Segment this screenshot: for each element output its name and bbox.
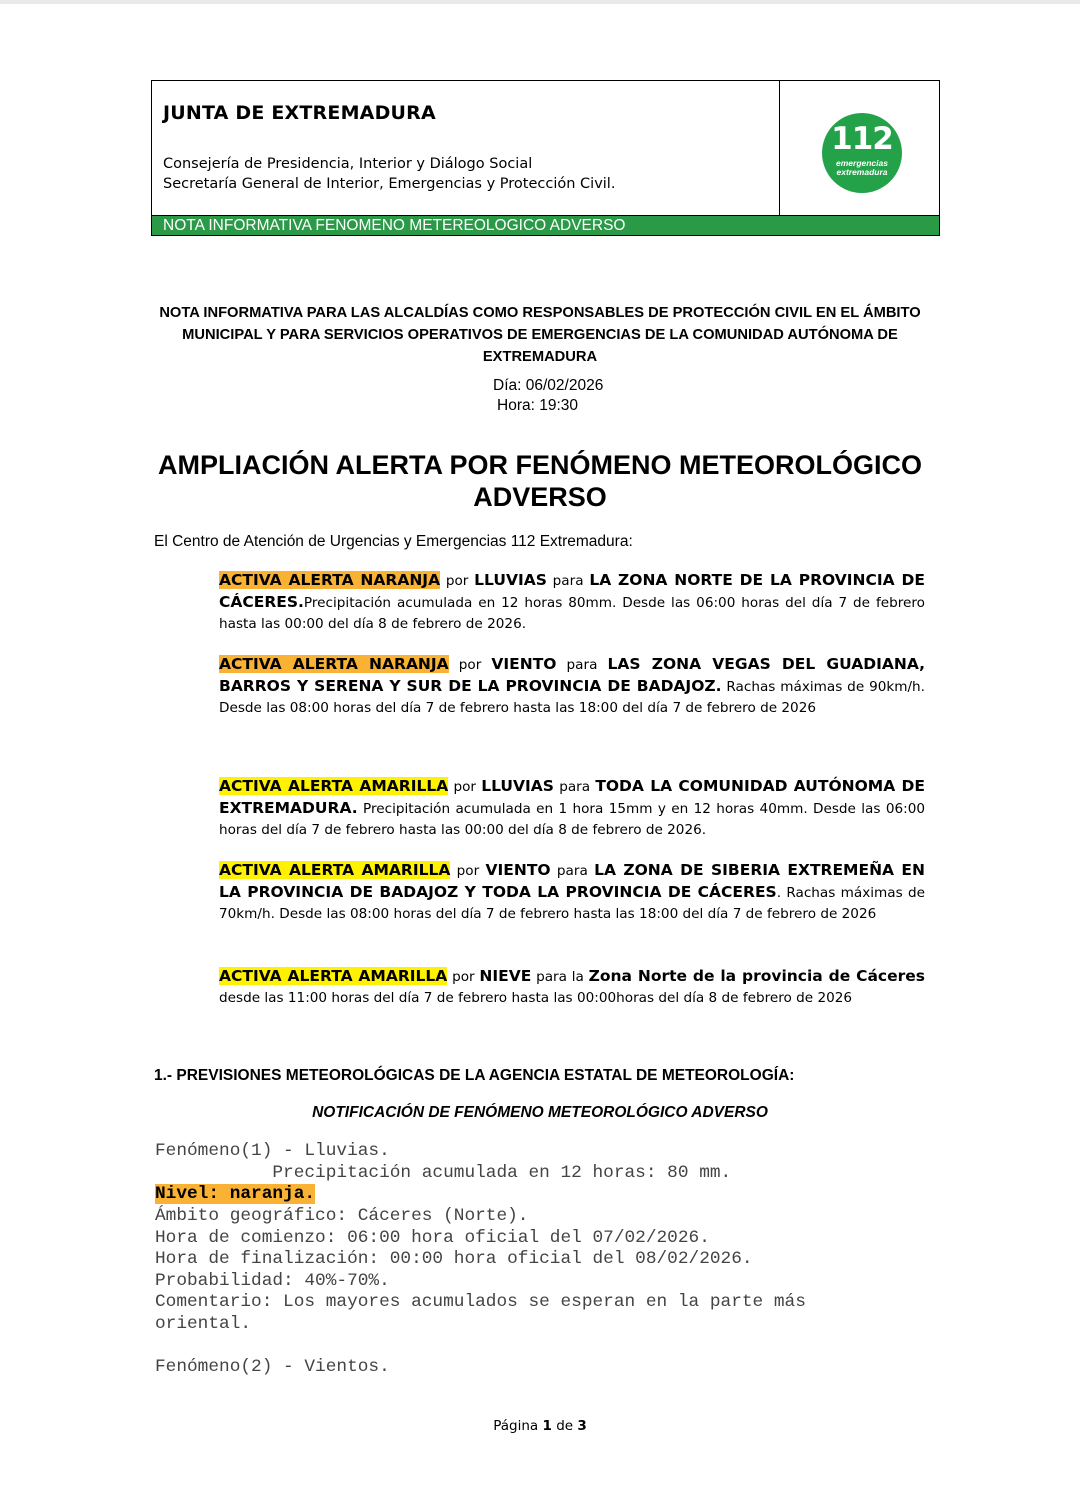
- notification-title: NOTIFICACIÓN DE FENÓMENO METEOROLÓGICO ADVERSO: [312, 1104, 768, 1121]
- alert-cause: VIENTO: [485, 861, 551, 879]
- forecast-comment-cont: oriental.: [155, 1314, 252, 1334]
- forecast-precipitation: Precipitación acumulada en 12 horas: 80 mm.: [155, 1163, 732, 1183]
- forecast-area: Ámbito geográfico: Cáceres (Norte).: [155, 1206, 529, 1226]
- forecast-level: Nivel: naranja.: [155, 1184, 316, 1204]
- forecast-end: Hora de finalización: 00:00 hora oficial del 08/02/2026.: [155, 1249, 753, 1269]
- alert-level: ACTIVA ALERTA NARANJA: [219, 655, 449, 673]
- forecast-level-line: [155, 1184, 315, 1205]
- alert-por: por: [450, 863, 486, 879]
- alert-por: por: [448, 779, 482, 795]
- alert-detail: Precipitación acumulada en 12 horas 80mm. Desde las 06:00 horas del día 7 de febrero hasta las 00:00 del día 8 de febrero de 2026.: [219, 595, 925, 632]
- alert-detail: Rachas máximas de 90km/h. Desde las 08:00 horas del día 7 de febrero hasta las 18:00 del día 7 de febrero de 2026: [219, 679, 925, 716]
- forecast-probability: Probabilidad: 40%-70%.: [155, 1271, 390, 1291]
- logo-line-2: extremadura: [836, 167, 888, 177]
- lead-paragraph: El Centro de Atención de Urgencias y Emergencias 112 Extremadura:: [154, 533, 633, 550]
- alert-para: para: [556, 657, 608, 673]
- alert-detail: Precipitación acumulada en 1 hora 15mm y en 12 horas 40mm. Desde las 06:00 horas del día 7 de febrero hasta las 00:00 del día 8 de febrero de 2026.: [219, 801, 925, 838]
- page-title: AMPLIACIÓN ALERTA POR FENÓMENO METEOROLÓGICO ADVERSO: [158, 450, 922, 512]
- alert-item: [219, 776, 925, 841]
- alert-item: [219, 860, 925, 925]
- alert-cause: LLUVIAS: [474, 571, 547, 589]
- alert-por: por: [440, 573, 475, 589]
- alert-para: para: [546, 573, 590, 589]
- org-name: JUNTA DE EXTREMADURA: [163, 102, 436, 124]
- alert-para: para: [553, 779, 596, 795]
- logo-line-1: emergencias: [836, 158, 888, 168]
- alert-cause: LLUVIAS: [481, 777, 554, 795]
- alert-level: ACTIVA ALERTA AMARILLA: [219, 967, 448, 985]
- alert-para: para la: [531, 969, 589, 985]
- alert-por: por: [448, 657, 492, 673]
- footer-page-word: Página: [493, 1418, 539, 1434]
- letterhead-logo-cell: [780, 81, 940, 215]
- department-line-1: Consejería de Presidencia, Interior y Diálogo Social: [163, 156, 533, 172]
- top-shade: [0, 0, 1080, 4]
- alert-level: ACTIVA ALERTA AMARILLA: [219, 861, 451, 879]
- emergencias-112-logo: [822, 113, 902, 193]
- alert-detail: desde las 11:00 horas del día 7 de febrero hasta las 00:00horas del día 8 de febrero de 2026: [219, 990, 853, 1006]
- alert-level: ACTIVA ALERTA NARANJA: [219, 571, 441, 589]
- letterhead: [151, 80, 940, 236]
- alert-item: [219, 654, 925, 719]
- page-footer: [0, 1418, 1080, 1434]
- alert-zone: TODA LA COMUNIDAD AUTÓNOMA DE EXTREMADURA.: [219, 777, 925, 817]
- intro-heading: NOTA INFORMATIVA PARA LAS ALCALDÍAS COMO RESPONSABLES DE PROTECCIÓN CIVIL EN EL ÁMBITO MUNICIPAL Y PARA SERVICIOS OPERATIVOS DE EMERGENCIAS DE LA COMUNIDAD AUTÓNOMA DE EXTREMADURA: [159, 305, 921, 365]
- forecast-phenomenon-1: Fenómeno(1) - Lluvias.: [155, 1141, 390, 1161]
- section-heading: 1.- PREVISIONES METEOROLÓGICAS DE LA AGENCIA ESTATAL DE METEOROLOGÍA:: [154, 1067, 795, 1084]
- document-type-band: NOTA INFORMATIVA FENOMENO METEREOLOGICO ADVERSO: [152, 215, 939, 235]
- forecast-comment: Comentario: Los mayores acumulados se esperan en la parte más: [155, 1292, 806, 1312]
- date: Día: 06/02/2026: [493, 377, 604, 394]
- alert-item: [219, 570, 925, 635]
- footer-of: de: [556, 1418, 574, 1434]
- alert-zone: LAS ZONA VEGAS DEL GUADIANA, BARROS Y SERENA Y SUR DE LA PROVINCIA DE BADAJOZ.: [219, 655, 925, 695]
- alert-cause: NIEVE: [479, 967, 532, 985]
- alert-zone: LA ZONA DE SIBERIA EXTREMEÑA EN LA PROVINCIA DE BADAJOZ Y TODA LA PROVINCIA DE CÁCERES: [219, 861, 925, 901]
- alert-para: para: [550, 863, 595, 879]
- alert-zone: LA ZONA NORTE DE LA PROVINCIA DE CÁCERES.: [219, 571, 925, 611]
- alert-level: ACTIVA ALERTA AMARILLA: [219, 777, 449, 795]
- forecast-start: Hora de comienzo: 06:00 hora oficial del 07/02/2026.: [155, 1228, 710, 1248]
- alert-item: [219, 966, 925, 1009]
- alert-zone: Zona Norte de la provincia de Cáceres: [588, 967, 925, 985]
- alert-cause: VIENTO: [491, 655, 557, 673]
- forecast-phenomenon-2: Fenómeno(2) - Vientos.: [155, 1357, 390, 1377]
- footer-page-number: 1: [542, 1418, 552, 1434]
- department-line-2: Secretaría General de Interior, Emergencias y Protección Civil.: [163, 176, 616, 192]
- alert-por: por: [447, 969, 480, 985]
- alert-detail: . Rachas máximas de 70km/h. Desde las 08:00 horas del día 7 de febrero hasta las 18:00 del día 7 de febrero de 2026: [219, 885, 925, 922]
- letterhead-text-cell: [152, 81, 780, 215]
- logo-number: 112: [831, 121, 893, 157]
- footer-page-total: 3: [577, 1418, 587, 1434]
- time: Hora: 19:30: [497, 397, 578, 414]
